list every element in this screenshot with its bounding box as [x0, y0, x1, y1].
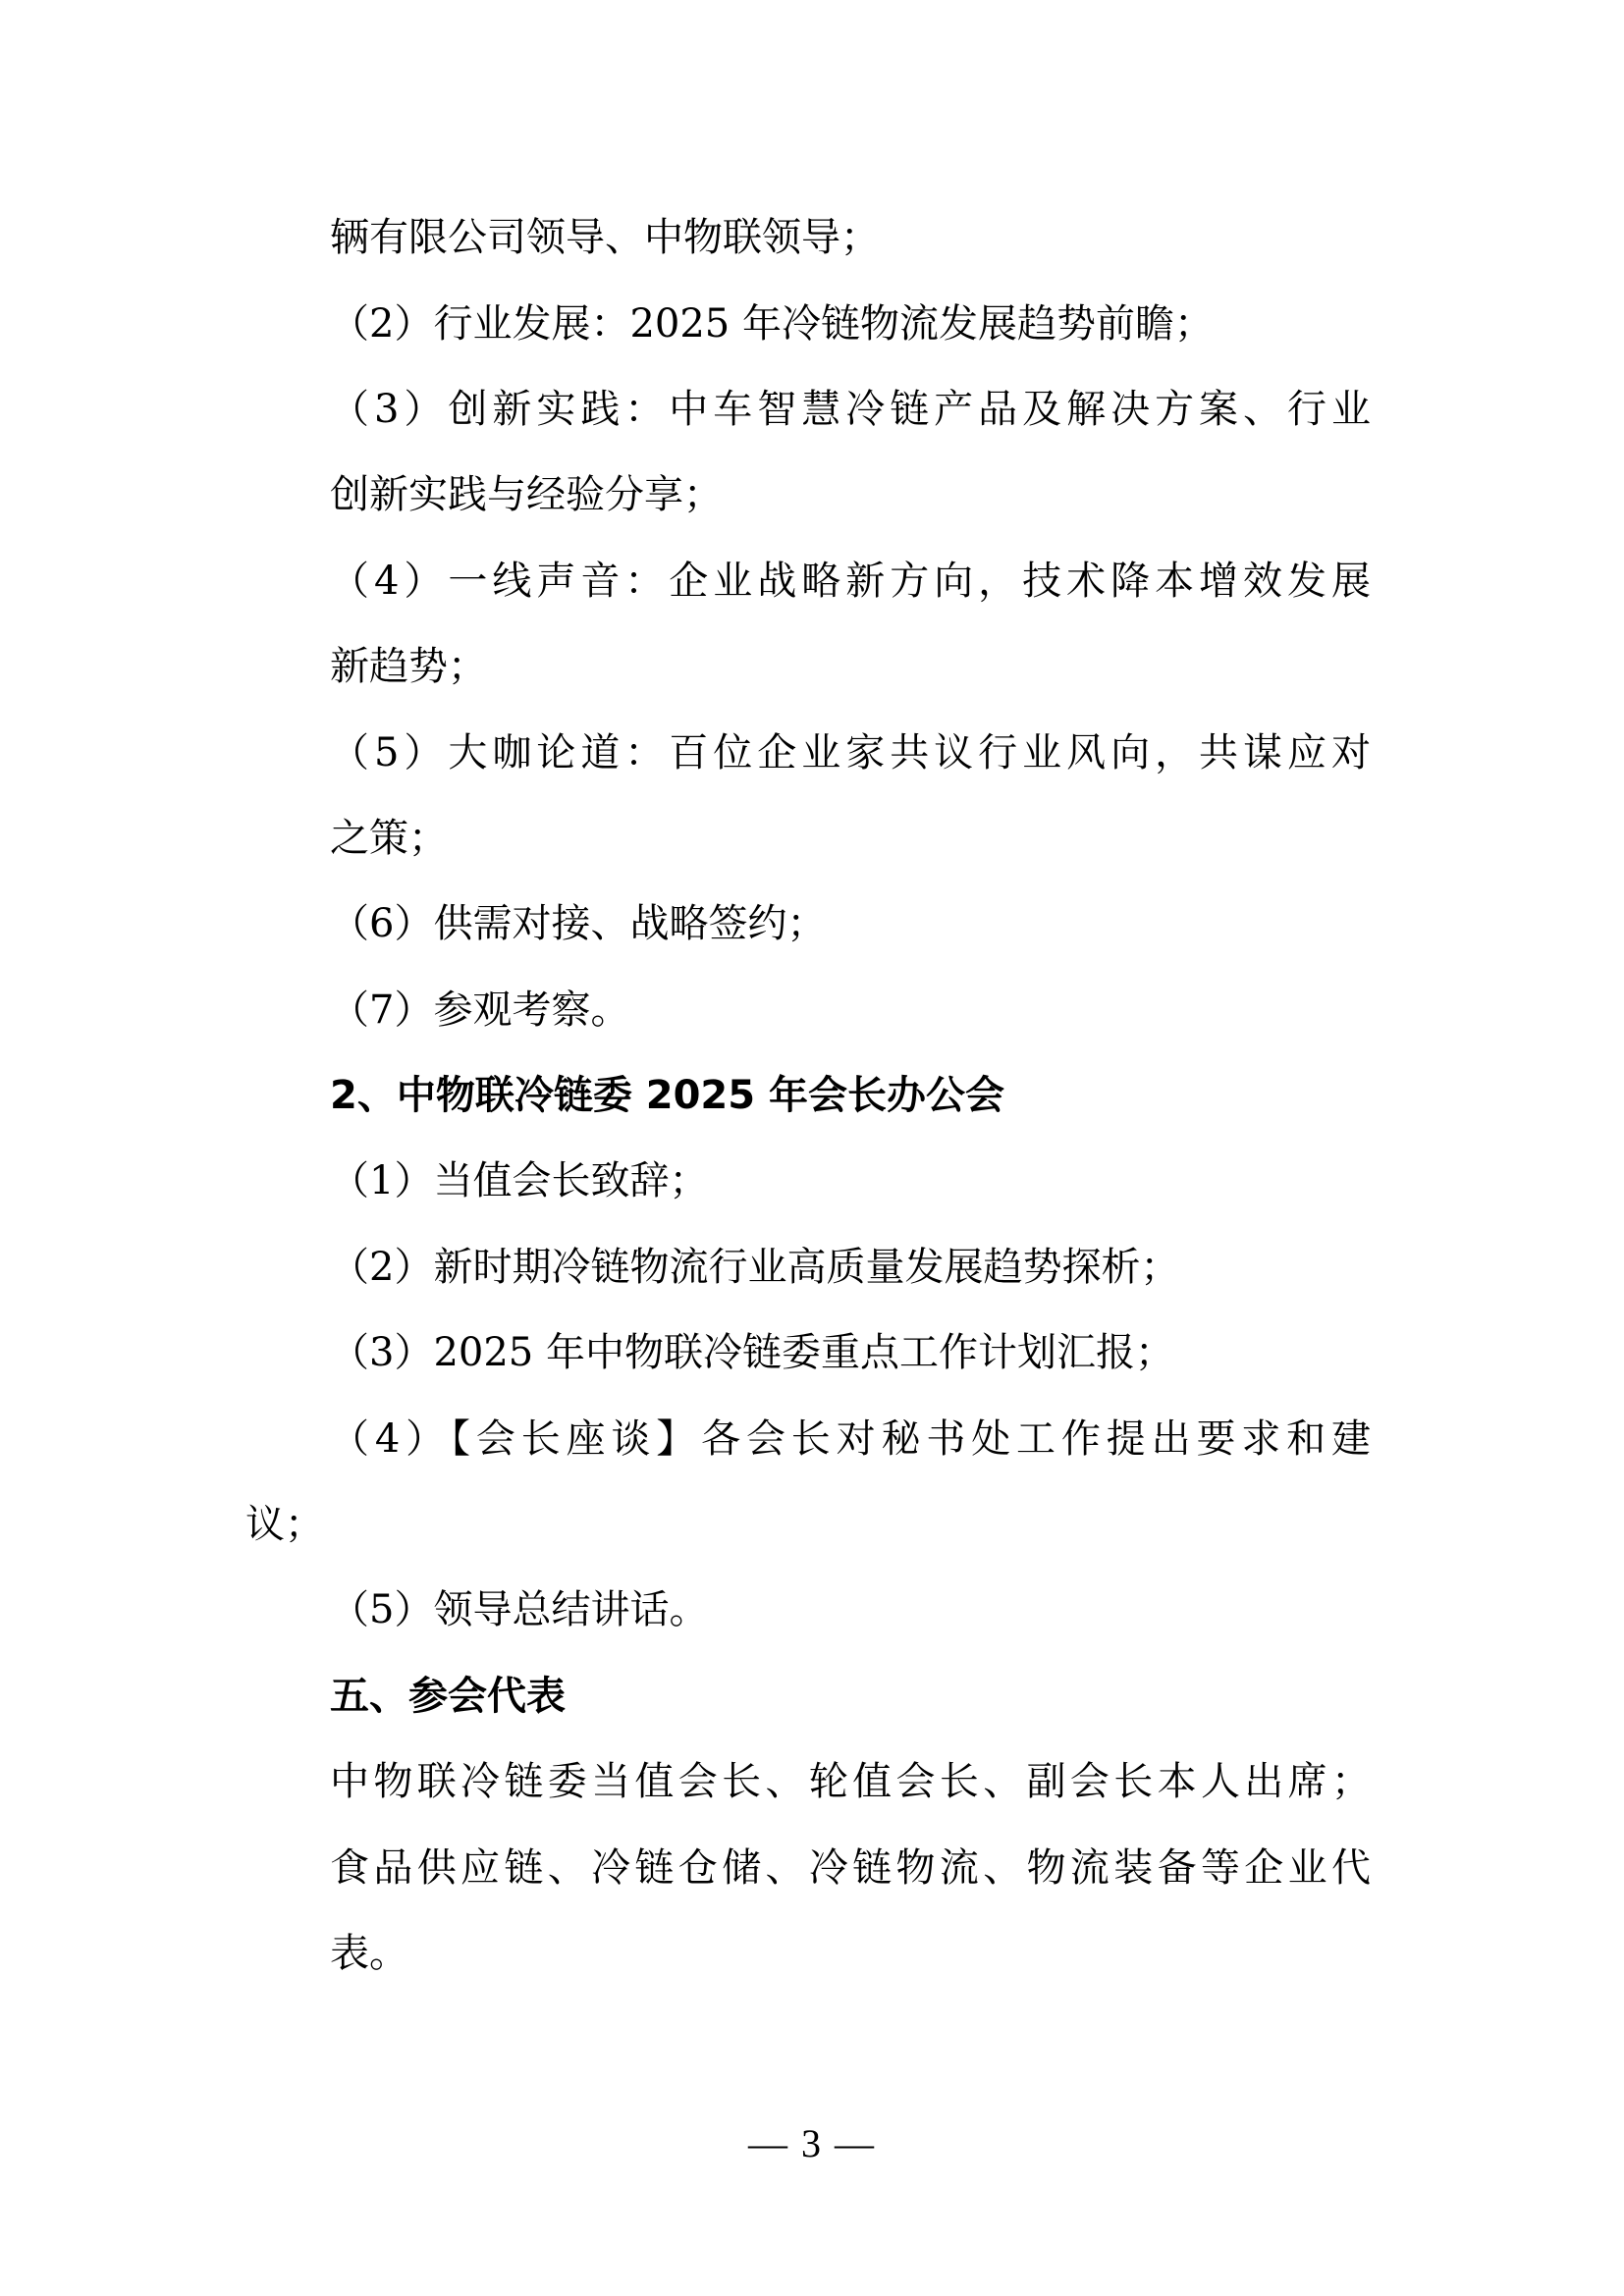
text-line: 议； — [245, 1502, 324, 1547]
text-line: 新趋势； — [330, 644, 487, 689]
text-line: （7）参观考察。 — [330, 988, 630, 1033]
text-line: 中物联冷链委当值会长、轮值会长、副会长本人出席； — [330, 1759, 1371, 1804]
text-line: （6）供需对接、战略签约； — [330, 901, 827, 946]
text-line: （4）【会长座谈】各会长对秘书处工作提出要求和建 — [330, 1416, 1371, 1462]
text-line: 之策； — [330, 816, 448, 861]
section-heading: 2、中物联冷链委 2025 年会长办公会 — [330, 1073, 1005, 1118]
text-line: 辆有限公司领导、中物联领导； — [330, 215, 880, 260]
text-line: 创新实践与经验分享； — [330, 472, 723, 517]
text-line: （4）一线声音：企业战略新方向，技术降本增效发展 — [330, 559, 1371, 604]
text-line: （5）大咖论道：百位企业家共议行业风向，共谋应对 — [330, 730, 1371, 775]
text-line: （3）创新实践：中车智慧冷链产品及解决方案、行业 — [330, 387, 1371, 432]
text-line: （3）2025 年中物联冷链委重点工作计划汇报； — [330, 1330, 1174, 1375]
text-line: （2）新时期冷链物流行业高质量发展趋势探析； — [330, 1245, 1180, 1290]
page-number: — 3 — — [748, 2121, 876, 2165]
text-line: （1）当值会长致辞； — [330, 1158, 709, 1203]
text-line: （5）领导总结讲话。 — [330, 1587, 709, 1632]
section-heading: 五、参会代表 — [330, 1674, 566, 1719]
text-line: 表。 — [330, 1931, 408, 1976]
text-line: 食品供应链、冷链仓储、冷链物流、物流装备等企业代 — [330, 1845, 1371, 1891]
text-line: （2）行业发展：2025 年冷链物流发展趋势前瞻； — [330, 301, 1214, 347]
